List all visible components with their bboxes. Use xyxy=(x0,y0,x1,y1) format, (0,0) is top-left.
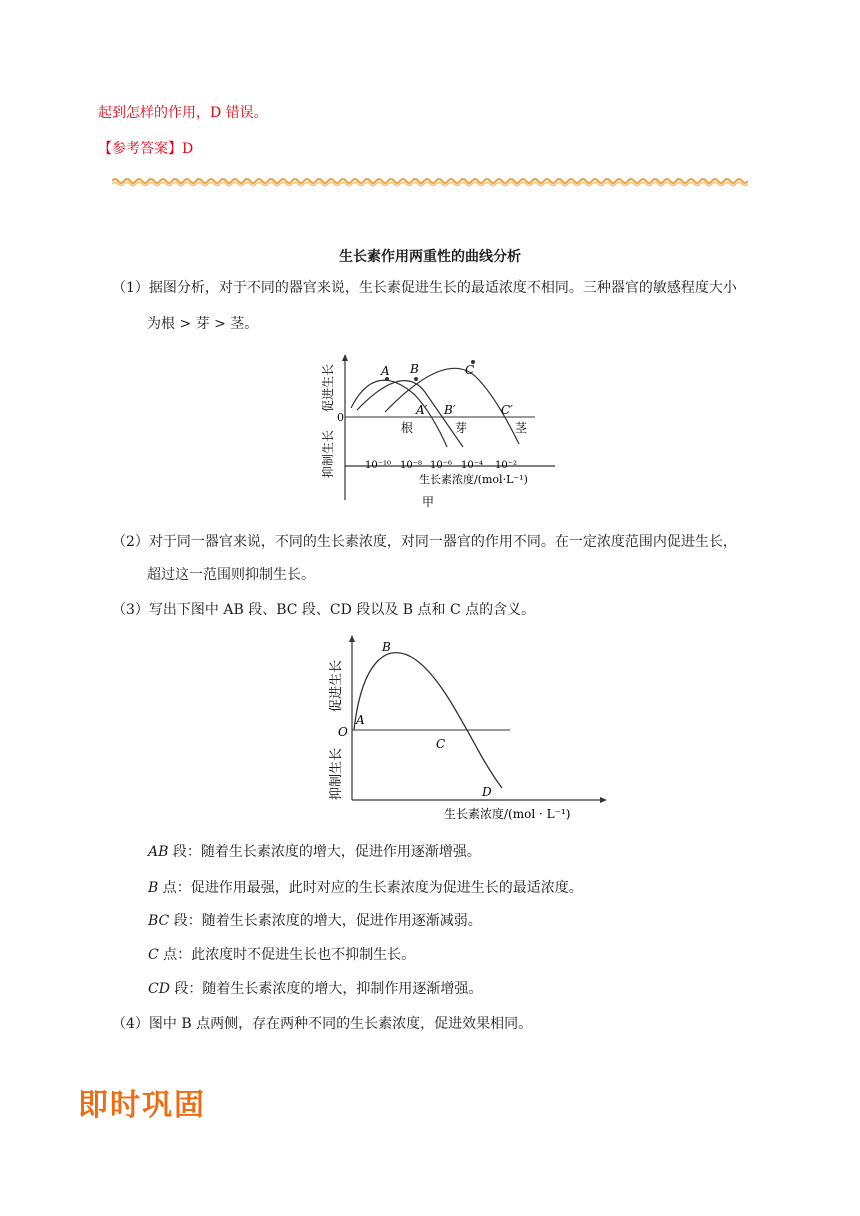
fig1-y-label-top: 促进生长 xyxy=(321,363,335,412)
item-cd-key: CD xyxy=(148,981,170,997)
item-bc-suffix: 段： xyxy=(169,913,202,929)
fig2-origin: O xyxy=(338,725,348,739)
fig2-x-label: 生长素浓度/(mol · L⁻¹) xyxy=(444,807,571,821)
fig2-label-d: D xyxy=(482,785,492,799)
fig1-y-arrow xyxy=(342,354,348,361)
wave-divider xyxy=(112,174,748,190)
tick-label-3: 10⁻⁶ xyxy=(430,460,453,471)
item-b-key: B xyxy=(148,880,159,896)
item-bc xyxy=(148,911,482,931)
fig1-zero-label: 0 xyxy=(337,411,344,424)
prev-answer-line xyxy=(98,103,268,123)
consolidation-banner: 即时巩固 xyxy=(78,1088,206,1123)
organ-bud: 芽 xyxy=(455,421,468,435)
organ-stem: 茎 xyxy=(515,421,528,435)
paragraph-1-line1: 据图分析，对于不同的器官来说，生长素促进生长的最适浓度不相同。三种器官的敏感程度大小 xyxy=(148,280,737,296)
paragraph-2-line1: 对于同一器官来说，不同的生长素浓度，对同一器官的作用不同。在一定浓度范围内促进生长， xyxy=(148,534,737,550)
item-ab-suffix: 段： xyxy=(168,844,201,860)
item-c-text: 此浓度时不促进生长也不抑制生长。 xyxy=(191,947,416,963)
item-c-suffix: 点： xyxy=(158,947,192,963)
item-b-suffix: 点： xyxy=(158,880,191,896)
item-c xyxy=(148,945,415,965)
item-cd-suffix: 段： xyxy=(169,981,203,997)
item-c-key: C xyxy=(148,947,159,963)
item-bc-key: BC xyxy=(148,913,170,929)
tick-label-5: 10⁻² xyxy=(495,460,518,471)
paragraph-2-num: （2） xyxy=(112,534,149,550)
item-cd xyxy=(148,979,482,999)
item-cd-text: 随着生长素浓度的增大，抑制作用逐渐增强。 xyxy=(202,981,483,997)
paragraph-1-num: （1） xyxy=(112,280,149,296)
point-b-dot xyxy=(414,377,418,381)
paragraph-3-text: 写出下图中 AB 段、BC 段、CD 段以及 B 点和 C 点的含义。 xyxy=(148,602,536,618)
item-ab xyxy=(148,842,481,862)
section-title: 生长素作用两重性的曲线分析 xyxy=(339,249,521,265)
item-b xyxy=(148,878,583,898)
tick-label-1: 10⁻¹⁰ xyxy=(365,460,392,471)
item-ab-text: 随着生长素浓度的增大，促进作用逐渐增强。 xyxy=(200,844,481,860)
label-c-prime: C′ xyxy=(501,403,513,417)
fig2-label-c: C xyxy=(436,737,446,751)
fig2-y-label-top: 促进生长 xyxy=(329,659,344,712)
fig2-x-arrow xyxy=(600,797,607,803)
label-b: B xyxy=(410,362,419,376)
figure-2 xyxy=(318,630,613,830)
paragraph-4 xyxy=(112,1014,532,1034)
paragraph-2 xyxy=(112,532,737,552)
item-ab-key: AB xyxy=(148,844,169,860)
root-curve xyxy=(351,380,447,447)
fig2-curve xyxy=(354,653,502,788)
paragraph-1-line2: 为根 > 芽 > 茎。 xyxy=(147,316,259,332)
figure-jia xyxy=(315,350,565,515)
prev-answer-text: 起到怎样的作用，D 错误。 xyxy=(98,105,268,121)
fig1-y-label-bottom: 抑制生长 xyxy=(321,429,335,478)
tick-label-4: 10⁻⁴ xyxy=(461,460,484,471)
paragraph-4-text: 图中 B 点两侧，存在两种不同的生长素浓度，促进效果相同。 xyxy=(148,1016,533,1032)
paragraph-3-num: （3） xyxy=(112,602,149,618)
label-a-prime: A′ xyxy=(416,403,428,417)
fig1-caption: 甲 xyxy=(422,495,435,509)
reference-answer-value: D xyxy=(182,141,194,157)
fig2-label-b: B xyxy=(382,640,391,654)
tick-label-2: 10⁻⁸ xyxy=(400,460,423,471)
reference-answer-label: 【参考答案】 xyxy=(98,141,182,157)
paragraph-3 xyxy=(112,600,535,620)
fig2-y-label-bottom: 抑制生长 xyxy=(329,747,344,800)
organ-root: 根 xyxy=(401,421,414,435)
paragraph-1 xyxy=(112,278,737,298)
label-b-prime: B′ xyxy=(444,403,456,417)
label-c: C xyxy=(465,363,475,377)
fig1-x-label: 生长素浓度/(mol·L⁻¹) xyxy=(419,473,528,486)
label-a: A xyxy=(381,364,390,378)
paragraph-4-num: （4） xyxy=(112,1016,149,1032)
paragraph-2-line2: 超过这一范围则抑制生长。 xyxy=(147,567,315,583)
fig2-y-arrow xyxy=(349,635,355,642)
fig2-label-a: A xyxy=(356,713,365,727)
item-b-text: 促进作用最强，此时对应的生长素浓度为促进生长的最适浓度。 xyxy=(190,880,583,896)
reference-answer xyxy=(98,139,193,159)
item-bc-text: 随着生长素浓度的增大，促进作用逐渐减弱。 xyxy=(201,913,482,929)
